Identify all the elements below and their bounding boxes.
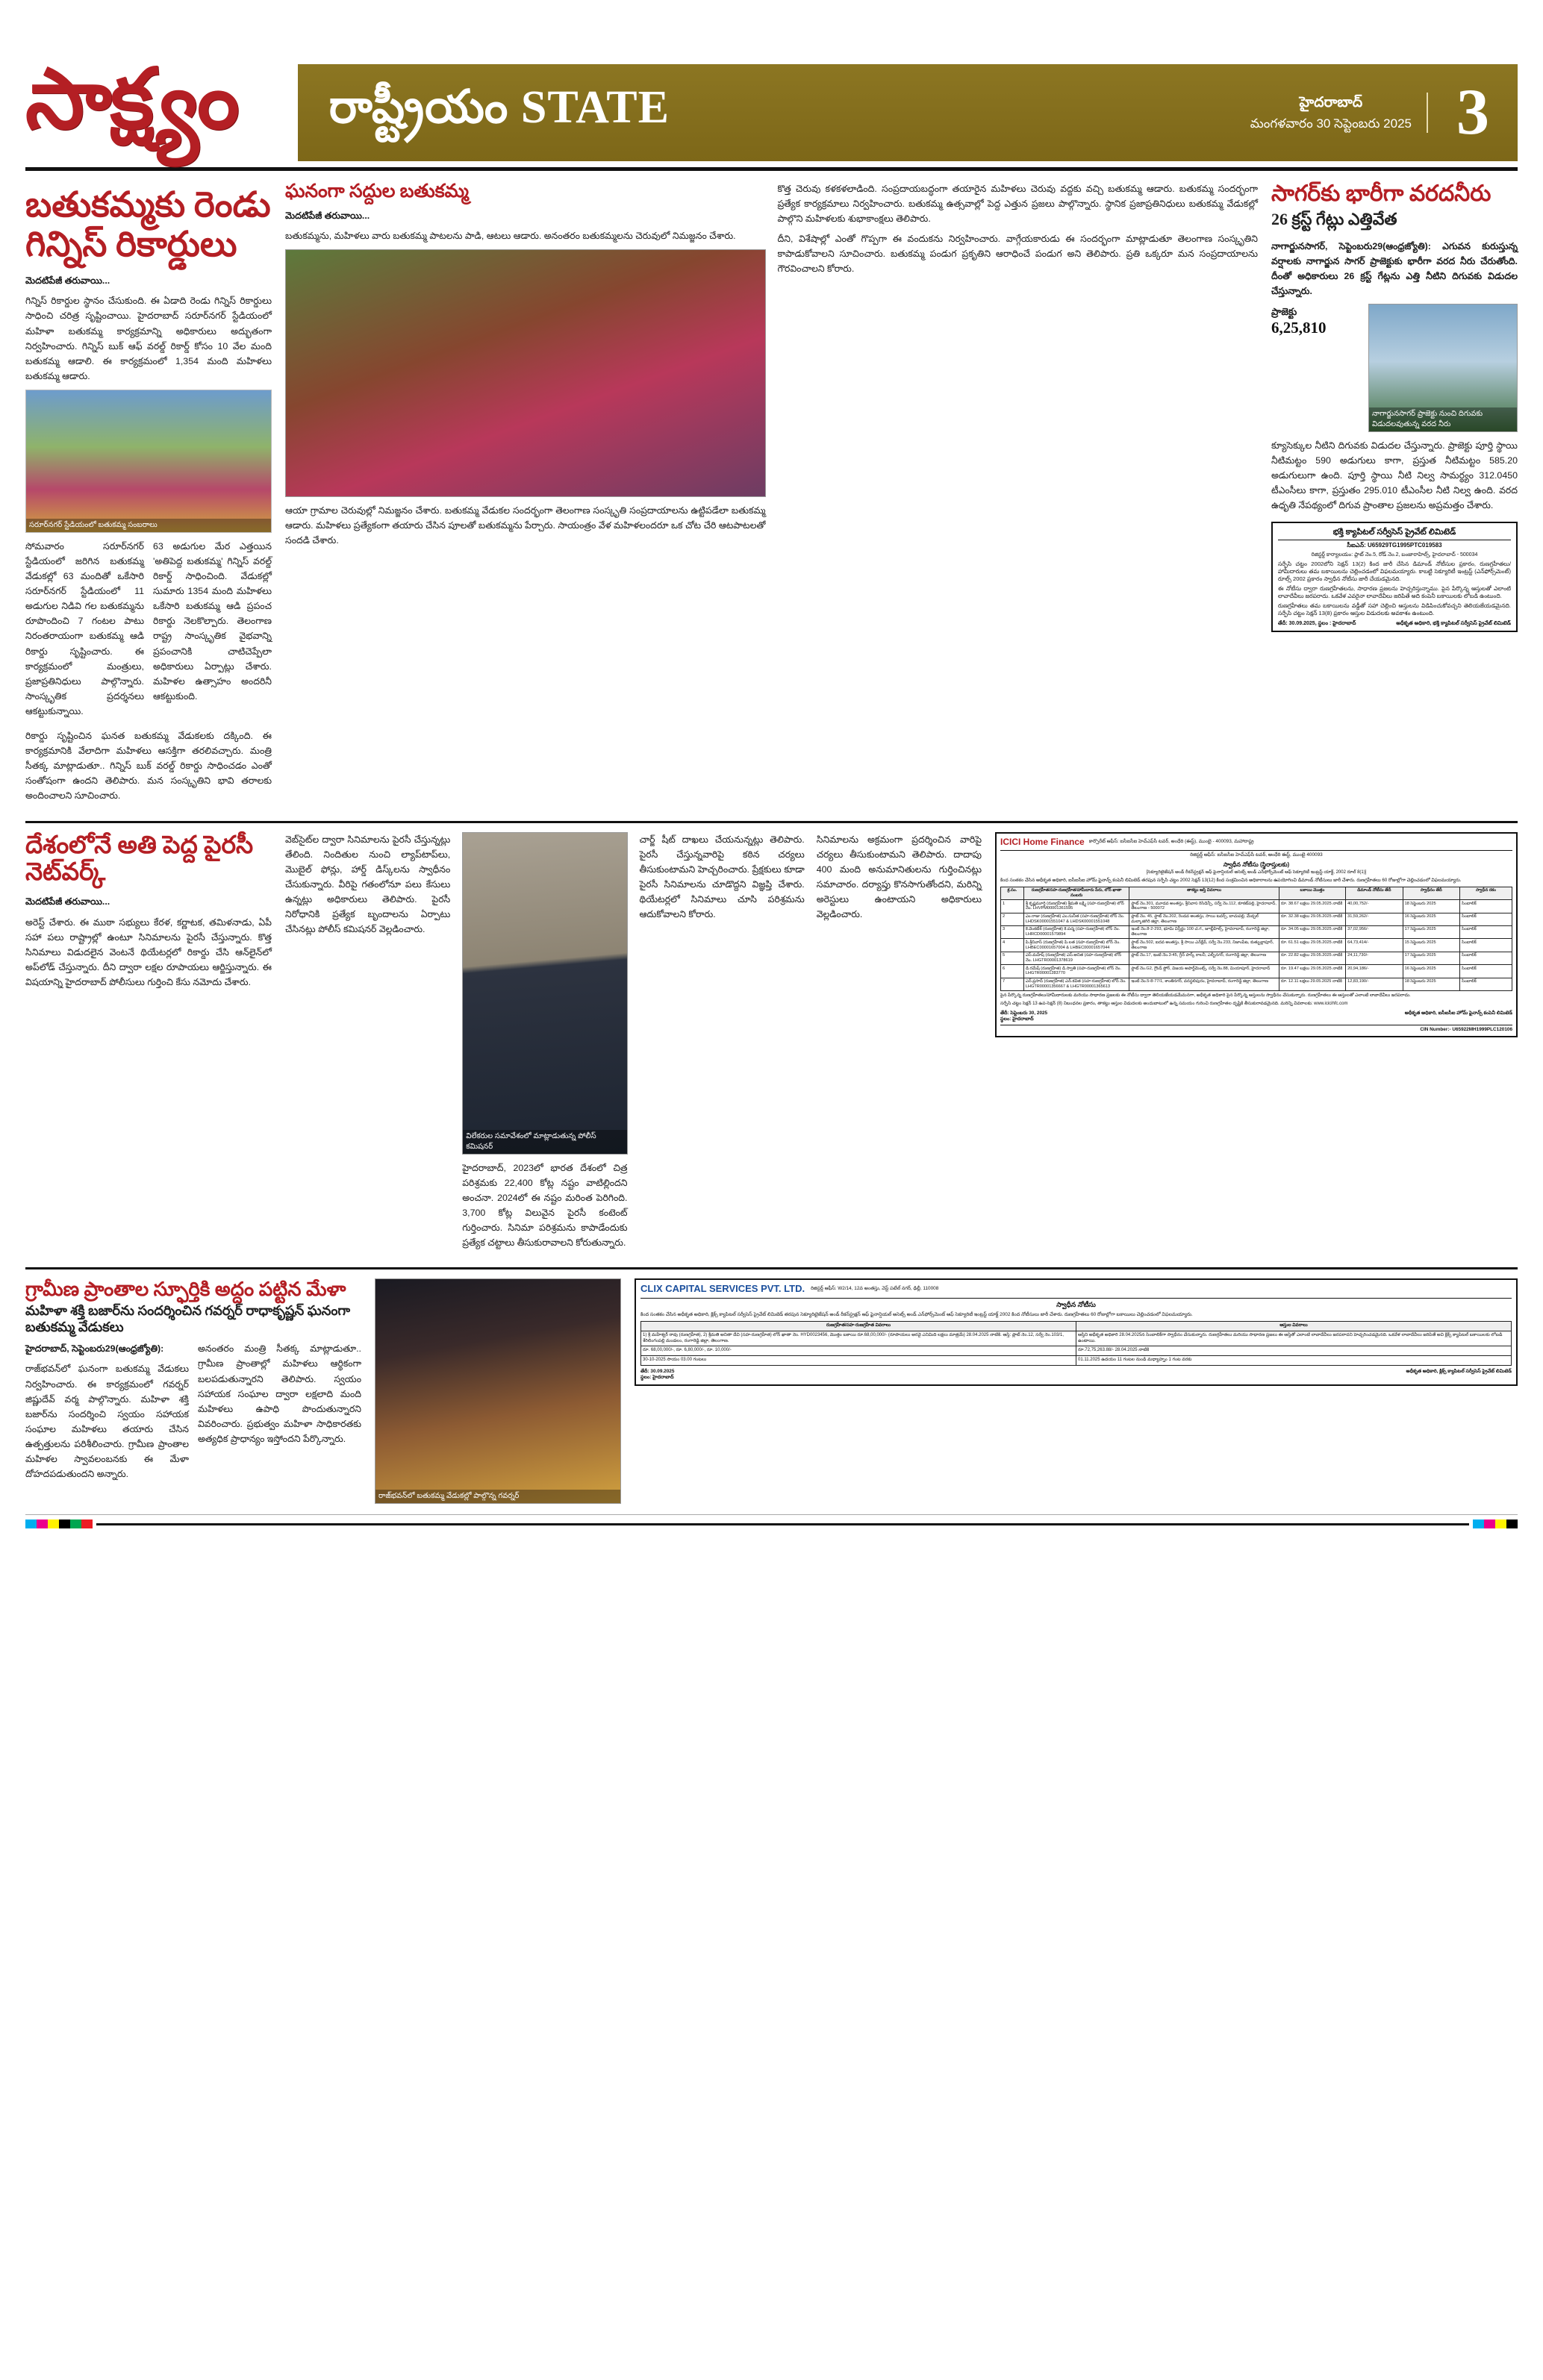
- sagar-story: [1271, 181, 1518, 809]
- cell-demand: 37,02,956/-: [1346, 925, 1403, 938]
- edition-city: హైదరాబాద్: [1299, 95, 1363, 110]
- mela-photo-caption: రాజ్‌భవన్‌లో బతుకమ్మ వేడుకల్లో పాల్గొన్న గవర్నర్: [375, 1490, 620, 1503]
- table-row: [1001, 913, 1512, 925]
- swatch-green: [70, 1519, 81, 1528]
- bhakti-ad-date: తేదీ: 30.09.2025, స్థలం : హైదరాబాద్: [1278, 620, 1356, 626]
- cell-poss-type: సింబాలిక్: [1460, 925, 1512, 938]
- lead-col-3: [153, 539, 272, 724]
- cell-poss-date: 18 సెప్టెంబరు 2025: [1403, 900, 1459, 913]
- piracy-para-4: చార్జ్ షీట్ దాఖలు చేయనున్నట్లు తెలిపారు. పైరసీ చేస్తున్నవారిపై కఠిన చర్యలు తీసుకుంటామని హెచ్చరించారు. ప్రేక్షకులు కూడా పైరసీ సినిమాలను చూడొద్దని విజ్ఞప్తి చేశారు. థియేటర్లలో సినిమాలు చూసి పరిశ్రమను ఆదుకోవాలని కోరారు.: [639, 834, 805, 919]
- cell-borrower: ఎస్.మహేష్ (రుణగ్రహీత) ఎస్.అనిత (సహ-రుణగ్రహీత) లోన్ నెం. LHGTR00001378619: [1023, 952, 1129, 964]
- newspaper-logo: సాక్ష్యం: [25, 54, 238, 146]
- piracy-col-4: [640, 832, 805, 1256]
- cell-borrower: డి.రమేష్ (రుణగ్రహీత) డి.స్వాతి (సహ-రుణగ్రహీత) లోన్ నెం. LHGTR00001283770: [1023, 965, 1129, 978]
- cell-borrower: శ్రీ కృష్ణమూర్తి (రుణగ్రహీత) శ్రీమతి లక్ష్మి (సహ-రుణగ్రహీత) లోన్ నెం. LHVPM00001361595: [1023, 900, 1129, 913]
- lead-photo: [25, 390, 272, 533]
- cell-poss-type: సింబాలిక్: [1460, 900, 1512, 913]
- swatch-black: [1506, 1519, 1518, 1528]
- table-row: [1001, 900, 1512, 913]
- col-poss-type: స్వాధీన రకం: [1460, 887, 1512, 899]
- piracy-story: [25, 832, 272, 1256]
- cell-sno: 7: [1001, 978, 1024, 990]
- swatch-magenta: [37, 1519, 48, 1528]
- section-title: రాష్ట్రీయం STATE: [328, 81, 670, 133]
- cell-poss-date: 15 సెప్టెంబరు 2025: [1403, 939, 1459, 952]
- clix-cell-property: ఆస్తిని అధీకృత అధికారి 28.04.2025న సింబాలిక్‌గా స్వాధీనం చేసుకున్నారు. రుణగ్రహీతలు మరియు సాధారణ ప్రజలు ఈ ఆస్తితో ఎలాంటి లావాదేవీలు జరపరాదని హెచ్చరించడమైనది. ఒకవేళ లావాదేవీలు జరిపితే అవి క్లిక్స్ క్యాపిటల్ బకాయిలకు లోబడి ఉంటాయి.: [1076, 1331, 1512, 1346]
- cell-property: ఇంటి నెం.5-8-77/1, శాంతినగర్, వనస్థలిపురం, హైదరాబాద్, రంగారెడ్డి జిల్లా, తెలంగాణ: [1129, 978, 1279, 990]
- icici-date: తేదీ: సెప్టెంబరు 30, 2025: [1000, 1010, 1048, 1016]
- clix-logo: CLIX CAPITAL SERVICES PVT. LTD.: [640, 1283, 805, 1295]
- center-story: [285, 181, 1258, 809]
- edition-meta: [1250, 93, 1428, 133]
- piracy-col-5: [817, 832, 982, 1256]
- bottom-section: [25, 1267, 1518, 1504]
- cell-dues: రూ. 22.82 లక్షలు 29.05.2025 నాటికి: [1279, 952, 1345, 964]
- swatch-yellow: [48, 1519, 59, 1528]
- icici-notice-intro: కింద సంతకం చేసిన అధీకృత అధికారి, ఐసీఐసీఐ హోమ్ ఫైనాన్స్ కంపెనీ లిమిటెడ్ తరపున సర్ఫేసి చట్టం 2002 సెక్షన్ 13(12) కింద సంక్రమించిన అధికారాలను ఉపయోగించి డిమాండ్ నోటీసులు జారీ చేశారు. రుణగ్రహీతలు 60 రోజుల్లోగా చెల్లించడంలో విఫలమయ్యారు.: [1000, 878, 1462, 883]
- color-swatches-left: [25, 1519, 93, 1528]
- cell-poss-type: సింబాలిక్: [1460, 978, 1512, 990]
- icici-cin: CIN Number:- U65922MH1999PLC120106: [1000, 1025, 1512, 1033]
- bathukamma-lead: [285, 208, 766, 243]
- cell-dues: రూ. 38.67 లక్షలు 29.05.2025 నాటికి: [1279, 900, 1345, 913]
- col-borrower: రుణగ్రహీత/సహ-రుణగ్రహీత/హామీదారు పేరు, లోన్ ఖాతా నంబరు: [1023, 887, 1129, 899]
- cell-poss-type: సింబాలిక్: [1460, 939, 1512, 952]
- sagar-inflow-label: ప్రాజెక్టు: [1271, 305, 1297, 317]
- col-dues: బకాయి మొత్తం: [1279, 887, 1345, 899]
- sagar-subhead: 26 క్రస్ట్ గేట్లు ఎత్తివేత: [1271, 209, 1397, 228]
- cell-borrower: పి.శ్రీనివాస్ (రుణగ్రహీత) పి.లత (సహ-రుణగ్రహీత) లోన్ నెం. LHBEC00001657004 & LHBEC00001657044: [1023, 939, 1129, 952]
- bhakti-ad-address: రిజిస్టర్డ్ కార్యాలయం: ప్లాట్ నెం.5, రోడ్ నెం.2, బంజారాహిల్స్, హైదరాబాద్ - 500034: [1311, 552, 1478, 557]
- piracy-para-5: సినిమాలను అక్రమంగా ప్రదర్శించిన వారిపై చర్యలు తీసుకుంటామని తెలిపారు. దాదాపు 400 మంది అనుమానితులను గుర్తించినట్లు సమాచారం. దర్యాప్తు కొనసాగుతోందని, మరిన్ని అరెస్టులు ఉంటాయని అధికారులు వెల్లడించారు.: [816, 834, 982, 919]
- icici-auction-table: [1000, 887, 1512, 991]
- bathukamma-headline: ఘనంగా సద్దుల బతుకమ్మ: [285, 181, 470, 202]
- icici-sign: అధీకృత అధికారి, ఐసీఐసీఐ హోమ్ ఫైనాన్స్ కంపెనీ లిమిటెడ్: [1404, 1010, 1512, 1016]
- cell-dues: రూ. 34.05 లక్షలు 29.05.2025 నాటికి: [1279, 925, 1345, 938]
- cell-sno: 3: [1001, 925, 1024, 938]
- cell-poss-type: సింబాలిక్: [1460, 952, 1512, 964]
- icici-address: రిజిస్టర్డ్ ఆఫీస్: ఐసీఐసీఐ హెచ్ఎఫ్‌సీ టవర్, ఆంధేరి ఈస్ట్, ముంబై 400093: [1190, 852, 1323, 858]
- cell-borrower: కె.వెంకటేశ్ (రుణగ్రహీత) కె.పద్మ (సహ-రుణగ్రహీత) లోన్ నెం. LHRCD00001579894: [1023, 925, 1129, 938]
- clix-cell-amount-1: రూ. 68,00,000/-, రూ. 6,80,000/-, రూ. 10,000/-: [641, 1346, 1076, 1356]
- cell-demand: 64,73,414/-: [1346, 939, 1403, 952]
- cell-property: ఇంటి నెం.8-2-293, భూమి విస్తీర్ణం 100 చ.గ., జూబ్లీహిల్స్, హైదరాబాద్, రంగారెడ్డి జిల్లా, తెలంగాణ: [1129, 925, 1279, 938]
- section-banner: [298, 64, 1518, 161]
- print-registration-bar: [25, 1514, 1518, 1536]
- swatch-cyan: [1473, 1519, 1484, 1528]
- clix-table: [640, 1321, 1512, 1366]
- icici-logo: ICICI Home Finance: [1000, 836, 1085, 847]
- col-sno: క్ర.సం.: [1001, 887, 1024, 899]
- bathukamma-para-2: దీని, విశేషాల్లో ఎంతో గొప్పగా ఈ వందుకను నిర్వహించారు. వాగ్గేయకారుడు ఈ సందర్భంగా మాట్లాడుతూ తెలంగాణ సంస్కృతిని కాపాడుకోవాలని సూచించారు. బతుకమ్మ పండుగ ప్రకృతిని ఆరాధించే పండుగ అని తెలిపారు. ప్రతి ఒక్కరూ మన సంప్రదాయాలను గౌరవించాలని కోరారు.: [777, 234, 1258, 275]
- piracy-dateline: మెదటిపేజీ తరువాయి...: [25, 896, 110, 908]
- top-section: [25, 181, 1518, 809]
- col-property: తాకట్టు ఆస్తి వివరాలు: [1129, 887, 1279, 899]
- clix-sign: అధీకృత అధికారి, క్లిక్స్ క్యాపిటల్ సర్వీసెస్ ప్రైవేట్ లిమిటెడ్: [1406, 1368, 1512, 1374]
- cell-dues: రూ. 32.38 లక్షలు 29.05.2025 నాటికి: [1279, 913, 1345, 925]
- masthead: [25, 19, 1518, 171]
- bhakti-capital-ad: [1271, 522, 1518, 632]
- swatch-cyan: [25, 1519, 37, 1528]
- mela-para-1: రాజ్‌భవన్‌లో ఘనంగా బతుకమ్మ వేడుకలు నిర్వహించారు. ఈ కార్యక్రమంలో గవర్నర్ జిష్ణుదేవ్ వర్మ పాల్గొన్నారు. మహిళా శక్తి బజార్‌ను సందర్శించి స్వయం సహాయక సంఘాల మహిళలు తయారు చేసిన ఉత్పత్తులను పరిశీలించారు. గ్రామీణ ప్రాంతాల మహిళల స్వావలంబనకు ఈ మేళా దోహదపడుతుందని అన్నారు.: [25, 1364, 189, 1480]
- col-poss-date: స్వాధీనం తేదీ: [1403, 887, 1459, 899]
- icici-ad-header: [1000, 837, 1512, 851]
- piracy-photo-caption: విలేకరుల సమావేశంలో మాట్లాడుతున్న పోలీస్ కమిషనర్: [463, 1130, 626, 1154]
- cell-demand: 31,59,262/-: [1346, 913, 1403, 925]
- mela-para-2: అనంతరం మంత్రి సీతక్క మాట్లాడుతూ.. గ్రామీణ ప్రాంతాల్లో మహిళలు ఆర్థికంగా బలపడుతున్నారని తెలిపారు. స్వయం సహాయక సంఘాల ద్వారా లక్షలాది మంది మహిళలు ఉపాధి పొందుతున్నారని వివరించారు. ప్రభుత్వం మహిళా సాధికారతకు అత్యధిక ప్రాధాన్యం ఇస్తోందని పేర్కొన్నారు.: [198, 1343, 361, 1444]
- table-row: [1001, 978, 1512, 990]
- piracy-col-2: [285, 832, 450, 1256]
- sagar-photo: [1368, 304, 1518, 432]
- swatch-magenta: [1484, 1519, 1495, 1528]
- cell-poss-date: 17 సెప్టెంబరు 2025: [1403, 925, 1459, 938]
- lead-para-3: 63 అడుగుల మేర ఎత్తయిన 'అతిపెద్ద బతుకమ్మ' గిన్నిస్ వరల్డ్ రికార్డ్ సాధించింది. వేడుకల్లో సుమారు 1354 మంది మహిళలు ఒకేసారి బతుకమ్మ ఆడి ప్రపంచ రికార్డు నెలకొల్పారు. తెలంగాణ రాష్ట్ర సాంస్కృతిక వైభవాన్ని ప్రపంచానికి చాటిచెప్పేలా అధికారులు ఏర్పాట్లు చేశారు. మహిళల ఉత్సాహం అందరినీ ఆకట్టుకుంది.: [153, 540, 272, 702]
- clix-date: తేదీ: 30.09.2025: [640, 1368, 675, 1374]
- mela-photo: [375, 1278, 621, 1504]
- lead-para-4: రికార్డు సృష్టించిన ఘనత బతుకమ్మ వేడుకలకు దక్కింది. ఈ కార్యక్రమానికి వేలాదిగా మహిళలు ఆసక్తిగా తరలివచ్చారు. మంత్రి సీతక్క మాట్లాడుతూ.. గిన్నిస్ బుక్ వరల్డ్ రికార్డు సాధించడం ఎంతో సంతోషంగా ఉందని తెలిపారు. మన సంస్కృతిని భావి తరాలకు అందించాలని సూచించారు.: [25, 731, 272, 802]
- piracy-continued: [285, 832, 982, 1256]
- clix-col-property: ఆస్తుల వివరాలు: [1076, 1321, 1512, 1331]
- bhakti-ad-para-1: సర్ఫేసి చట్టం 2002లోని సెక్షన్ 13(2) కింద జారీ చేసిన డిమాండ్ నోటీసుల ప్రకారం, రుణగ్రహీతలు/హామీదారులు తమ బకాయిలను చెల్లించడంలో విఫలమయ్యారు. కాబట్టి సెక్యూరిటీ ఇంట్రస్ట్ (ఎన్‌ఫోర్స్‌మెంట్) రూల్స్ 2002 ప్రకారం స్వాధీన నోటీసు జారీ చేయడమైనది.: [1278, 560, 1511, 582]
- color-swatches-right: [1473, 1519, 1518, 1528]
- cell-property: ఫ్లాట్ నెం.502, ఐదవ అంతస్తు, శ్రీ సాయి ఎన్‌క్లేవ్, సర్వే నెం.233, నిజాంపేట, కుత్బుల్లాపూర్, తెలంగాణ: [1129, 939, 1279, 952]
- cell-property: ఫ్లాట్ నెం.G2, గ్రౌండ్ ఫ్లోర్, విజయ అపార్ట్‌మెంట్స్, సర్వే నెం.88, మియాపూర్, హైదరాబాద్: [1129, 965, 1279, 978]
- footer-rule: [96, 1523, 1469, 1525]
- table-row: [1001, 939, 1512, 952]
- lead-photo-caption: సరూర్‌నగర్ స్టేడియంలో బతుకమ్మ సంబరాలు: [26, 519, 271, 532]
- cell-sno: 6: [1001, 965, 1024, 978]
- sagar-dateline: నాగార్జునసాగర్, సెప్టెంబరు29(ఆంధ్రజ్యోతి): ఎగువన కురుస్తున్న వర్షాలకు నాగార్జున సాగర్ ప్రాజెక్టుకు భారీగా వరద నీరు చేరుతోంది. దీంతో అధికారులు 26 క్రస్ట్ గేట్లను ఎత్తి నీటిని దిగువకు విడుదల చేస్తున్నారు.: [1271, 240, 1518, 296]
- sagar-headline: సాగర్‌కు భారీగా వరదనీరు: [1271, 181, 1491, 206]
- clix-col-borrower: రుణగ్రహీత/సహ-రుణగ్రహీత వివరాలు: [641, 1321, 1076, 1331]
- icici-notice-head: స్వాధీన నోటీసు (స్థిరాస్తులకు): [1223, 861, 1290, 868]
- table-row: [641, 1356, 1512, 1366]
- lead-body: [25, 273, 272, 384]
- sagar-body: క్యూసెక్కుల నీటిని దిగువకు విడుదల చేస్తున్నారు. ప్రాజెక్టు పూర్తి స్థాయి నీటిమట్టం 590 అడుగులు కాగా, ప్రస్తుత నీటిమట్టం 585.20 అడుగులుగా ఉంది. పూర్తి స్థాయి నీటి నిల్వ సామర్థ్యం 312.0450 టీఎంసీలు కాగా, ప్రస్తుతం 295.010 టీఎంసీల నీటి నిల్వ ఉంది. వరద ఉధృతి నేపథ్యంలో దిగువ ప్రాంతాల ప్రజలను అప్రమత్తం చేశారు.: [1271, 440, 1518, 511]
- cell-borrower: ఎం.రాజు (రుణగ్రహీత) ఎం.సునీత (సహ-రుణగ్రహీత) లోన్ నెం. LHDSK00001551047 & LHDSK00001551048: [1023, 913, 1129, 925]
- cell-sno: 5: [1001, 952, 1024, 964]
- lead-col-2: [25, 539, 144, 724]
- piracy-photo: [462, 832, 627, 1155]
- clix-cell-amount-4: 01.11.2025 ఉదయం 11 గంటల నుండి మధ్యాహ్నం 1 గంట వరకు: [1076, 1356, 1512, 1366]
- bathukamma-col-1: [285, 503, 766, 548]
- bathukamma-para-right: కొత్త చెరువు కళకళలాడింది. సంప్రదాయబద్ధంగా తయారైన మహిళలు చెరువు వద్దకు వచ్చి బతుకమ్మ ఆడారు. బతుకమ్మ సందర్భంగా ప్రత్యేక కార్యక్రమాలు నిర్వహించారు. బతుకమ్మ ఉత్సవాల్లో పెద్ద ఎత్తున ప్రజలు పాల్గొన్నారు. స్థానిక ప్రజాప్రతినిధులు బతుకమ్మ వేడుకల్లో పాల్గొని మహిళలకు శుభాకాంక్షలు తెలిపారు.: [777, 184, 1258, 225]
- cell-demand: 24,11,730/-: [1346, 952, 1403, 964]
- piracy-para-2: వెబ్‌సైట్‌ల ద్వారా సినిమాలను పైరసీ చేస్తున్నట్లు తేలింది. నిందితుల నుంచి ల్యాప్‌టాప్‌లు, మొబైల్ ఫోన్లు, హార్డ్ డిస్క్‌లను స్వాధీనం చేసుకున్నారు. వీరిపై గతంలోనూ పలు కేసులు ఉన్నట్లు అధికారులు తెలిపారు. పైరసీ నిరోధానికి ప్రత్యేక బృందాలను ఏర్పాటు చేసినట్లు పోలీస్ కమిషనర్ వెల్లడించారు.: [285, 834, 451, 935]
- center-left-col: [285, 181, 766, 809]
- clix-intro: కింద సంతకం చేసిన అధీకృత అధికారి, క్లిక్స్ క్యాపిటల్ సర్వీసెస్ ప్రైవేట్ లిమిటెడ్ తరపున సెక్యూరిటైజేషన్ అండ్ రీకన్‌స్ట్రక్షన్ ఆఫ్ ఫైనాన్షియల్ అసెట్స్ అండ్ ఎన్‌ఫోర్స్‌మెంట్ ఆఫ్ సెక్యూరిటీ ఇంట్రస్ట్ యాక్ట్ 2002 కింద నోటీసులు జారీ చేశారు. రుణగ్రహీతలు 60 రోజుల్లోగా బకాయిలు చెల్లించడంలో విఫలమయ్యారు.: [640, 1311, 1193, 1317]
- mela-headline: గ్రామీణ ప్రాంతాల స్ఫూర్తికి అద్దం పట్టిన మేళా: [25, 1278, 346, 1301]
- table-header-row: [641, 1321, 1512, 1331]
- clix-capital-ad: [635, 1278, 1518, 1386]
- clix-cell-amount-3: 30-10-2025 సాయం 03.00 గంటలు: [641, 1356, 1076, 1366]
- swatch-red: [81, 1519, 93, 1528]
- mela-col-2: [198, 1341, 361, 1487]
- cell-property: ప్లాట్ నెం. 45, ఫ్లాట్ నెం.202, రెండవ అంతస్తు, సాయి టవర్స్, బాచుపల్లి, మేడ్చల్ మల్కాజిగిరి జిల్లా, తెలంగాణ: [1129, 913, 1279, 925]
- bathukamma-photo: [285, 249, 766, 497]
- bathukamma-lead-para: బతుకమ్మను, మహిళలు వారు బతుకమ్మ పాటలను పాడి, ఆటలు ఆడారు. అనంతరం బతుకమ్మలను చెరువులో నిమజ్జనం చేశారు.: [285, 231, 736, 242]
- piracy-photo-col: [462, 832, 627, 1256]
- edition-date: మంగళవారం 30 సెప్టెంబరు 2025: [1250, 116, 1412, 131]
- cell-poss-date: 16 సెప్టెంబరు 2025: [1403, 913, 1459, 925]
- cell-property: ప్లాట్ నెం.17, ఇంటి నెం.3-45, గ్రీన్ పార్క్ కాలనీ, ఎల్బీనగర్, రంగారెడ్డి జిల్లా, తెలంగాణ: [1129, 952, 1279, 964]
- clix-ad-wrapper: [635, 1278, 1518, 1504]
- bhakti-ad-para-3: రుణగ్రహీతలు తమ బకాయిలను వడ్డీతో సహా చెల్లించి ఆస్తులను విడిపించుకోవచ్చని తెలియజేయడమైనది. సర్ఫేసి చట్టం సెక్షన్ 13(8) ప్రకారం ఆస్తుల విడుదలకు అవకాశం ఉంటుంది.: [1278, 602, 1511, 616]
- piracy-para-3: హైదరాబాద్, 2023లో భారత దేశంలో చిత్ర పరిశ్రమకు 22,400 కోట్ల నష్టం వాటిల్లిందని అంచనా. 2024లో ఈ నష్టం మరింత పెరిగింది. 3,700 కోట్ల విలువైన పైరసీ కంటెంట్ గుర్తించారు. సినిమా పరిశ్రమను కాపాడేందుకు ప్రత్యేక చట్టాలు తీసుకురావాలని కోరుతున్నారు.: [462, 1162, 628, 1248]
- mela-col-1: [25, 1341, 189, 1487]
- cell-borrower: ఎన్.ప్రసాద్ (రుణగ్రహీత) ఎన్.కవిత (సహ-రుణగ్రహీత) లోన్ నెం. LHGTR00001356667 & LHGTR00001365613: [1023, 978, 1129, 990]
- cell-demand: 12,83,190/-: [1346, 978, 1403, 990]
- clix-cell-amount-2: రూ.72,75,263.88/- 28.04.2025 నాటికి: [1076, 1346, 1512, 1356]
- mela-story: [25, 1278, 361, 1504]
- piracy-col-1: [25, 894, 272, 990]
- cell-poss-type: సింబాలిక్: [1460, 965, 1512, 978]
- page-number: 3: [1456, 76, 1489, 149]
- table-row: [1001, 965, 1512, 978]
- bhakti-ad-cin: సీఐఎన్: U65929TG1995PTC019583: [1347, 541, 1442, 549]
- icici-branch-line: కార్పొరేట్ ఆఫీస్: ఐసీఐసీఐ హెచ్ఎఫ్‌సీ టవర్, అంధేరి (ఈస్ట్), ముంబై - 400093, మహారాష్ట్ర: [1088, 839, 1254, 844]
- cell-dues: రూ. 12.11 లక్షలు 29.05.2025 నాటికి: [1279, 978, 1345, 990]
- icici-ad-wrapper: [995, 832, 1518, 1256]
- cell-sno: 2: [1001, 913, 1024, 925]
- mela-photo-col: [375, 1278, 621, 1504]
- sagar-inflow-value: 6,25,810: [1271, 319, 1327, 337]
- cell-sno: 1: [1001, 900, 1024, 913]
- icici-foot-2: సర్ఫేసి చట్టం సెక్షన్ 13 ఉప-సెక్షన్ (8) నిబంధనల ప్రకారం, తాకట్టు ఆస్తుల విడుదలకు అందుబాటులో ఉన్న సమయం గురించి రుణగ్రహీతల దృష్టికి తీసుకురావడమైనది. మరిన్ని వివరాలకు: www.icicihfc.com: [1000, 1001, 1348, 1006]
- table-row: [641, 1346, 1512, 1356]
- icici-place: స్థలం: హైదరాబాద్: [1000, 1016, 1034, 1022]
- piracy-headline: దేశంలోనే అతి పెద్ద పైరసీ నెట్‌వర్క్: [25, 831, 254, 887]
- icici-home-finance-ad: [995, 832, 1518, 1037]
- lead-para-2: సోమవారం సరూర్‌నగర్ స్టేడియంలో జరిగిన బతుకమ్మ వేడుకల్లో 63 మందితో ఒకేసారి సరూర్‌నగర్ స్టేడియంలో 11 అడుగుల నిడివి గల బతుకమ్మను రూపొందించి 7 గంటల పాటు నిరంతరాయంగా బతుకమ్మ ఆడి రికార్డు సృష్టించారు. ఈ కార్యక్రమంలో మంత్రులు, ప్రజాప్రతినిధులు పాల్గొన్నారు. సాంస్కృతిక ప్రదర్శనలు ఆకట్టుకున్నాయి.: [25, 540, 144, 716]
- icici-notice-sub: [సెక్యూరిటైజేషన్ అండ్ రీకన్‌స్ట్రక్షన్ ఆఫ్ ఫైనాన్షియల్ అసెట్స్ అండ్ ఎన్‌ఫోర్స్‌మెంట్ ఆఫ్ సెక్యూరిటీ ఇంట్రస్ట్ యాక్ట్, 2002 రూల్ 8(1)]: [1146, 869, 1367, 875]
- swatch-black: [59, 1519, 70, 1528]
- col-demand-date: డిమాండ్ నోటీసు తేదీ: [1346, 887, 1403, 899]
- mela-subhead: మహిళా శక్తి బజార్‌ను సందర్శించిన గవర్నర్ రాధాకృష్ణన్ ఘనంగా బతుకమ్మ వేడుకలు: [25, 1303, 351, 1334]
- lead-col-4: [25, 728, 272, 803]
- swatch-yellow: [1495, 1519, 1506, 1528]
- lead-headline: బతుకమ్మకు రెండు గిన్నిస్ రికార్డులు: [25, 186, 271, 264]
- bathukamma-para-1: ఆయా గ్రామాల చెరువుల్లో నిమజ్జనం చేశారు. బతుకమ్మ వేడుకల సందర్భంగా తెలంగాణ సంస్కృతి సంప్రదాయాలను ఉట్టిపడేలా బతుకమ్మ ఆడారు. మహిళలు ప్రత్యేకంగా తయారు చేసిన పూలతో బతుకమ్మను పేర్చారు. సాయంత్రం వేళ మహిళలందరూ ఒక చోట చేరి ఆటపాటలతో సందడి చేశారు.: [285, 505, 766, 546]
- bathukamma-dateline: మెదటిపేజీ తరువాయి...: [285, 210, 370, 221]
- cell-dues: రూ. 61.51 లక్షలు 29.05.2025 నాటికి: [1279, 939, 1345, 952]
- mela-dateline: హైదరాబాద్, సెప్టెంబరు29(ఆంధ్రజ్యోతి):: [25, 1343, 164, 1355]
- cell-demand: 40,00,752/-: [1346, 900, 1403, 913]
- clix-address: రిజిస్టర్డ్ ఆఫీస్: W2/14, 12వ అంతస్తు, వెస్ట్ పటేల్ నగర్, ఢిల్లీ, 110008: [811, 1286, 939, 1292]
- table-row: [1001, 952, 1512, 964]
- cell-property: ఫ్లాట్ నెం.301, మూడవ అంతస్తు, శ్రీనివాస రెసిడెన్సీ, సర్వే నెం.112, కూకట్‌పల్లి, హైదరాబాద్, తెలంగాణ - 500072: [1129, 900, 1279, 913]
- table-header-row: [1001, 887, 1512, 899]
- bathukamma-col-right: [778, 181, 1259, 277]
- sagar-photo-caption: నాగార్జునసాగర్ ప్రాజెక్టు నుంచి దిగువకు విడుదలవుతున్న వరద నీరు: [1369, 407, 1517, 431]
- middle-section: [25, 821, 1518, 1256]
- cell-poss-date: 17 సెప్టెంబరు 2025: [1403, 952, 1459, 964]
- clix-cell-borrower: 1) శ్రీ మహేశ్వర్ రావు (రుణగ్రహీత), 2) శ్రీమతి అనితా దేవి (సహ-రుణగ్రహీత) లోన్ ఖాతా నెం. HYD0023456, మొత్తం బకాయి రూ.68,00,000/- (రూపాయలు అరవై ఎనిమిది లక్షలు మాత్రమే) 28.04.2025 నాటికి. ఆస్తి: ప్లాట్ నెం.12, సర్వే నెం.103/1, శేరిలింగంపల్లి మండలం, రంగారెడ్డి జిల్లా, తెలంగాణ.: [641, 1331, 1076, 1346]
- cell-sno: 4: [1001, 939, 1024, 952]
- bhakti-ad-title: భక్తి క్యాపిటల్ సర్వీసెస్ ప్రైవేట్ లిమిటెడ్: [1278, 527, 1511, 540]
- piracy-para-1: అరెస్ట్ చేశారు. ఈ ముఠా సభ్యులు కేరళ, కర్ణాటక, తమిళనాడు, ఏపీ సహా పలు రాష్ట్రాల్లో ఉంటూ సినిమాలను పైరసీ చేస్తున్నారు. కొత్త సినిమాలు విడుదలైన వెంటనే థియేటర్లలో రికార్డు చేసి ఆన్‌లైన్‌లో అప్‌లోడ్ చేస్తున్నారు. దీని ద్వారా లక్షల రూపాయలు ఆర్జిస్తున్నారు. ఈ విషయాన్ని హైదరాబాద్ పోలీసులు గుర్తించి కేసు నమోదు చేశారు.: [25, 916, 272, 987]
- bhakti-ad-sign: అధీకృత అధికారి, భక్తి క్యాపిటల్ సర్వీసెస్ ప్రైవేట్ లిమిటెడ్: [1396, 620, 1511, 626]
- cell-demand: 20,94,186/-: [1346, 965, 1403, 978]
- cell-poss-type: సింబాలిక్: [1460, 913, 1512, 925]
- table-row: [1001, 925, 1512, 938]
- icici-foot-1: పైన పేర్కొన్న రుణగ్రహీతలు/హామీదారులకు మరియు సాధారణ ప్రజలకు ఈ నోటీసు ద్వారా తెలియజేయడమేమనగా, అధీకృత అధికారి పైన పేర్కొన్న ఆస్తులను స్వాధీనం చేసుకున్నారు. రుణగ్రహీతలు ఈ ఆస్తులతో ఎలాంటి లావాదేవీలు జరపరాదు.: [1000, 993, 1411, 998]
- clix-notice-head: స్వాధీన నోటీసు: [1056, 1300, 1096, 1308]
- lead-para-1: గిన్నిస్ రికార్డుల స్థానం చేసుకుంది. ఈ ఏడాది రెండు గిన్నిస్ రికార్డులు సాధించి చరిత్ర సృష్టించాయి. హైదరాబాద్ సరూర్‌నగర్ స్టేడియంలో మహిళా బతుకమ్మ కార్యక్రమాన్ని అధికారులు అద్భుతంగా నిర్వహించారు. గిన్నిస్ బుక్ ఆఫ్ వరల్డ్ రికార్డ్ కోసం 10 వేల మంది బతుకమ్మ ఆడాలి. ఈ కార్యక్రమంలో 1,354 మంది మహిళలు బతుకమ్మ ఆడారు.: [25, 296, 272, 381]
- lead-story: [25, 181, 272, 809]
- bhakti-ad-para-2: ఈ నోటీసు ద్వారా రుణగ్రహీతలను, సాధారణ ప్రజలను హెచ్చరిస్తున్నాము. పైన పేర్కొన్న ఆస్తులతో ఎలాంటి లావాదేవీలు జరపరాదు. ఒకవేళ ఎవరైనా లావాదేవీలు జరిపితే అది కంపెనీ బకాయిలకు లోబడి ఉంటుంది.: [1278, 584, 1511, 599]
- cell-poss-date: 16 సెప్టెంబరు 2025: [1403, 965, 1459, 978]
- center-right-col: [778, 181, 1259, 809]
- clix-ad-header: [640, 1283, 1512, 1299]
- cell-poss-date: 18 సెప్టెంబరు 2025: [1403, 978, 1459, 990]
- clix-place: స్థలం: హైదరాబాద్: [640, 1375, 674, 1381]
- cell-dues: రూ. 19.47 లక్షలు 29.05.2025 నాటికి: [1279, 965, 1345, 978]
- table-row: [641, 1331, 1512, 1346]
- lead-dateline: మెదటిపేజీ తరువాయి...: [25, 275, 110, 287]
